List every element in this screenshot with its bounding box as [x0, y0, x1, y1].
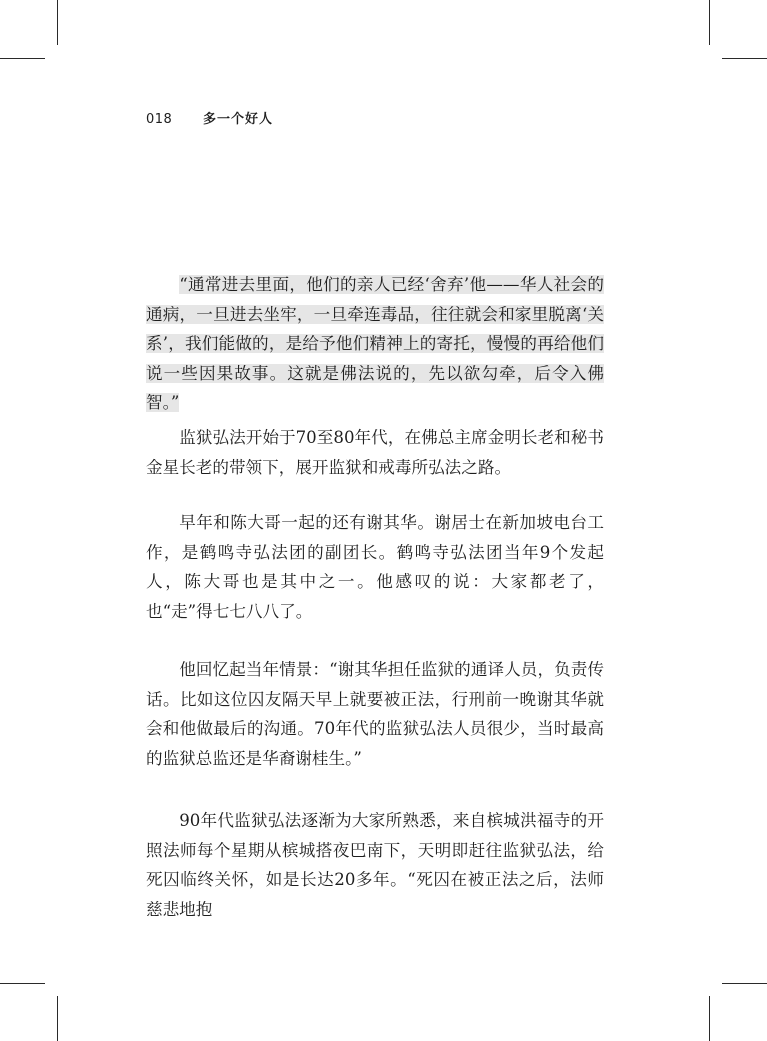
- highlighted-quote: “通常进去里面，他们的亲人已经‘舍弃’他——华人社会的通病，一旦进去坐牢，一旦牵连毒品，往往就会和家里脱离‘关系’，我们能做的，是给予他们精神上的寄托，慢慢的再给他们说一些因果故事。这就是佛法说的，先以欲勾牵，后令入佛智。”: [146, 275, 604, 412]
- running-header: [146, 108, 273, 127]
- paragraph-3: [146, 508, 604, 626]
- crop-mark-top-left-vertical: [57, 0, 58, 45]
- paragraph-1: [146, 270, 604, 418]
- paragraph-5: [146, 806, 604, 924]
- page-number: 018: [146, 112, 173, 127]
- book-title: 多一个好人: [202, 112, 273, 127]
- crop-mark-top-right-horizontal: [722, 58, 767, 59]
- crop-mark-top-left-horizontal: [0, 58, 45, 59]
- crop-mark-bottom-left-horizontal: [0, 983, 45, 984]
- paragraph-2-text: 监狱弘法开始于70至80年代，在佛总主席金明长老和秘书金星长老的带领下，展开监狱和戒毒所弘法之路。: [146, 428, 604, 477]
- paragraph-4: [146, 655, 604, 773]
- paragraph-5-text: 90年代监狱弘法逐渐为大家所熟悉，来自槟城洪福寺的开照法师每个星期从槟城搭夜巴南下，天明即赶往监狱弘法，给死囚临终关怀，如是长达20多年。“死囚在被正法之后，法师慈悲地抱: [146, 811, 604, 919]
- paragraph-4-text: 他回忆起当年情景：“谢其华担任监狱的通译人员，负责传话。比如这位囚友隔天早上就要被正法，行刑前一晚谢其华就会和他做最后的沟通。70年代的监狱弘法人员很少，当时最高的监狱总监还是华裔谢桂生。”: [146, 660, 604, 768]
- crop-mark-bottom-left-vertical: [57, 996, 58, 1041]
- crop-mark-bottom-right-vertical: [709, 996, 710, 1041]
- crop-mark-top-right-vertical: [709, 0, 710, 45]
- paragraph-3-text: 早年和陈大哥一起的还有谢其华。谢居士在新加坡电台工作，是鹤鸣寺弘法团的副团长。鹤鸣寺弘法团当年9个发起人，陈大哥也是其中之一。他感叹的说：大家都老了，也“走”得七七八八了。: [146, 513, 604, 621]
- crop-mark-bottom-right-horizontal: [722, 983, 767, 984]
- paragraph-2: [146, 423, 604, 482]
